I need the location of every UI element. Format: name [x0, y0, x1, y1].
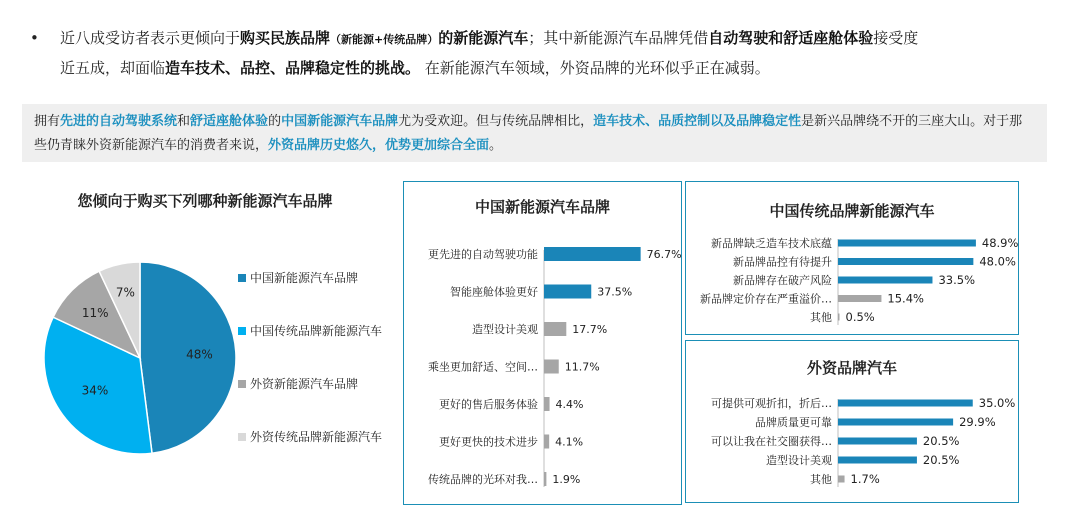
legend-item [238, 264, 382, 291]
pie-chart [40, 258, 240, 458]
panel-title-china-ev: 中国新能源汽车品牌 [474, 198, 610, 216]
bar [838, 314, 840, 321]
bar [544, 285, 591, 299]
summary-text: 拥有 [34, 114, 61, 129]
pie-data-label: 48% [186, 347, 213, 362]
value-label: 1.9% [552, 473, 581, 486]
category-label: 造型设计美观 [472, 323, 538, 336]
value-label: 0.5% [845, 310, 875, 324]
bar-chart-china-traditional [686, 234, 1020, 334]
bar-chart-foreign [686, 393, 1020, 503]
bar [544, 472, 546, 486]
category-label: 传统品牌的光环对我… [428, 473, 538, 486]
summary-text: 的 [268, 114, 282, 129]
pie-legend [238, 264, 382, 476]
summary-text: 尤为受欢迎。但与传统品牌相比， [398, 114, 594, 129]
text-run: 的新能源汽车 [438, 29, 529, 47]
category-label: 可以让我在社交圈获得… [711, 435, 832, 448]
panel-title-foreign: 外资品牌汽车 [806, 359, 897, 377]
legend-item [238, 423, 382, 450]
bar [544, 397, 550, 411]
value-label: 35.0% [978, 396, 1016, 410]
panel-china-traditional [685, 181, 1019, 335]
legend-swatch [238, 327, 246, 335]
category-label: 可提供可观折扣，折后… [711, 397, 832, 410]
category-label: 新品牌品控有待提升 [733, 255, 832, 269]
bar [838, 295, 881, 302]
category-label: 新品牌定价存在严重溢价… [700, 292, 832, 306]
bar [544, 360, 559, 374]
value-label: 37.5% [597, 285, 633, 299]
text-run: （新能源+传统品牌） [330, 33, 439, 46]
pie-data-label: 11% [81, 306, 109, 321]
legend-label: 外资传统品牌新能源汽车 [250, 429, 383, 444]
value-label: 15.4% [887, 291, 924, 306]
legend-swatch [238, 274, 246, 282]
value-label: 33.5% [938, 273, 976, 287]
value-label: 4.1% [555, 435, 584, 449]
legend-label: 外资新能源汽车品牌 [250, 376, 359, 391]
category-label: 更好更快的技术进步 [439, 435, 538, 449]
summary-text: 是新兴品牌绕不开的三座大山。对于那些仍青睐外资新能源汽车的消费者来说， [34, 114, 1023, 153]
text-run: ；其中新能源汽车品牌凭借 [528, 29, 709, 47]
pie-data-label: 7% [115, 285, 135, 300]
value-label: 20.5% [922, 453, 960, 467]
summary-box [22, 104, 1047, 162]
text-run: 购买民族品牌 [240, 29, 331, 47]
highlight-text: 外资品牌历史悠久，优势更加综合全面 [268, 138, 490, 153]
key-finding-bullet [22, 24, 1062, 83]
bar [838, 258, 973, 265]
legend-swatch [238, 380, 246, 388]
key-finding-line1 [22, 24, 1062, 54]
text-run: 造车技术、品控、品牌稳定性的挑战。 [165, 59, 421, 77]
bar [838, 240, 976, 247]
bar [544, 322, 566, 336]
value-label: 4.4% [555, 398, 584, 411]
category-label: 智能座舱体验更好 [450, 285, 538, 299]
legend-item [238, 317, 382, 344]
category-label: 其他 [810, 311, 832, 324]
key-finding-line2 [22, 54, 1062, 83]
summary-text: 。 [489, 138, 503, 153]
panel-title-china-traditional: 中国传统品牌新能源汽车 [769, 202, 935, 220]
panel-foreign-brands [685, 340, 1019, 503]
category-label: 其他 [810, 473, 832, 486]
bar [838, 457, 917, 464]
category-label: 新品牌缺乏造车技术底蕴 [711, 237, 832, 250]
panel-china-ev-brands [403, 181, 682, 505]
summary-text: 和 [177, 114, 191, 129]
bullet-dot: • [30, 29, 39, 47]
category-label: 乘坐更加舒适、空间… [428, 360, 538, 374]
highlight-text: 先进的自动驾驶系统 [60, 114, 178, 129]
value-label: 76.7% [646, 248, 682, 261]
bar-chart-china-ev [404, 226, 683, 506]
legend-swatch [238, 433, 246, 441]
legend-item [238, 370, 382, 397]
highlight-text: 舒适座舱体验 [190, 114, 269, 129]
text-run: 近五成，却面临 [60, 59, 166, 77]
value-label: 11.7% [564, 360, 600, 374]
bar [838, 400, 973, 407]
category-label: 品牌质量更可靠 [755, 416, 832, 429]
value-label: 20.5% [922, 434, 960, 448]
bar [838, 438, 917, 445]
highlight-text: 造车技术、品质控制以及品牌稳定性 [593, 114, 802, 129]
highlight-text: 中国新能源汽车品牌 [281, 114, 399, 129]
category-label: 新品牌存在破产风险 [733, 274, 832, 287]
pie-chart-title: 您倾向于购买下列哪种新能源汽车品牌 [77, 192, 333, 210]
value-label: 48.9% [981, 236, 1019, 250]
value-label: 29.9% [959, 415, 996, 429]
pie-data-label: 34% [81, 383, 109, 398]
legend-label: 中国传统品牌新能源汽车 [250, 323, 383, 338]
category-label: 造型设计美观 [766, 454, 832, 467]
category-label: 更先进的自动驾驶功能 [428, 248, 538, 261]
text-run: 近八成受访者表示更倾向于 [60, 29, 241, 47]
bar [838, 476, 845, 483]
value-label: 48.0% [979, 254, 1016, 269]
text-run: 在新能源汽车领域，外资品牌的光环似乎正在减弱。 [420, 59, 770, 77]
value-label: 17.7% [572, 323, 608, 336]
text-run: 接受度 [873, 29, 919, 47]
value-label: 1.7% [850, 472, 880, 486]
category-label: 更好的售后服务体验 [439, 398, 538, 411]
bar [544, 435, 549, 449]
bar [838, 277, 932, 284]
bar [838, 419, 953, 426]
legend-label: 中国新能源汽车品牌 [250, 270, 359, 285]
text-run: 自动驾驶和舒适座舱体验 [708, 29, 874, 47]
bar [544, 247, 641, 261]
